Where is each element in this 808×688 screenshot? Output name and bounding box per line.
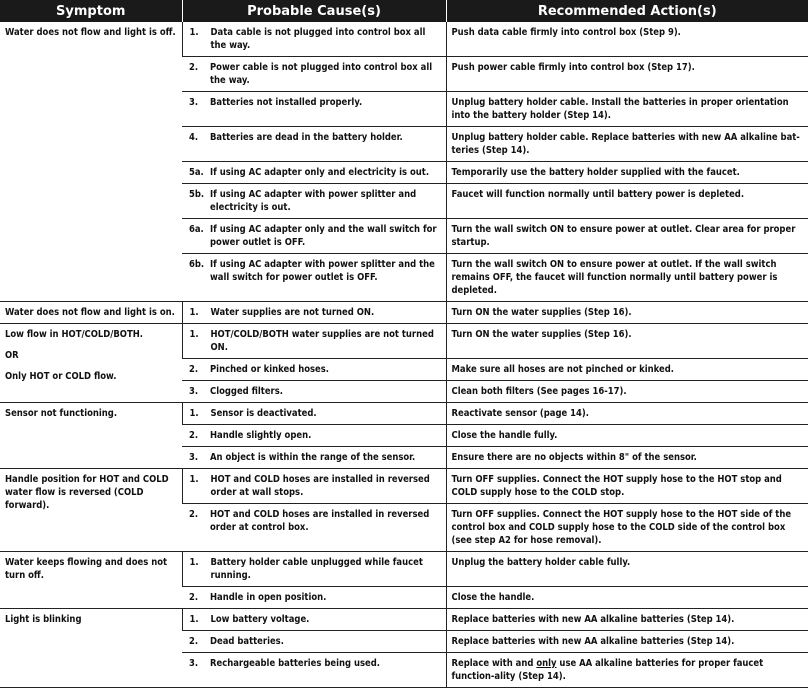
- symptom-cell: [0, 22, 182, 302]
- cause-number: 3.: [189, 658, 199, 669]
- action-text: Make sure all hoses are not pinched or kinked.: [451, 364, 674, 375]
- symptom-cell: [0, 552, 182, 609]
- cause-item: [187, 451, 441, 464]
- action-text: Close the handle fully.: [451, 430, 558, 441]
- cause-number: 5b.: [189, 189, 205, 200]
- cause-text: HOT/COLD/BOTH water supplies are not turned ON.: [210, 329, 434, 353]
- cause-text: Water supplies are not turned ON.: [210, 307, 375, 318]
- cause-cell: [182, 324, 446, 359]
- cause-cell: [182, 469, 446, 504]
- cause-number: 6b.: [189, 259, 205, 270]
- action-cell: [446, 504, 808, 552]
- table-row: [0, 403, 808, 425]
- symptom-text: OR: [5, 350, 19, 361]
- cause-item: [187, 166, 441, 179]
- cause-cell: [182, 162, 446, 184]
- symptom-group: [0, 302, 808, 324]
- symptom-cell: [0, 302, 182, 324]
- symptom-group: [0, 609, 808, 688]
- cause-text: Low battery voltage.: [210, 614, 310, 625]
- cause-text: Sensor is deactivated.: [210, 408, 317, 419]
- action-text: Replace batteries with new AA alkaline batteries (Step 14).: [451, 614, 735, 625]
- symptom-text: Only HOT or COLD flow.: [5, 371, 117, 382]
- cause-number: 1.: [189, 329, 199, 340]
- table-row: [0, 552, 808, 587]
- action-emphasis: only: [536, 658, 557, 669]
- cause-item: [187, 223, 441, 249]
- action-text: Turn the wall switch ON to ensure power at outlet. Clear area for proper startup.: [451, 224, 796, 248]
- action-cell: [446, 587, 808, 609]
- action-cell: [446, 425, 808, 447]
- action-cell: [446, 653, 808, 688]
- cause-cell: [182, 359, 446, 381]
- cause-item: [187, 61, 441, 87]
- cause-item: [188, 407, 441, 420]
- cause-cell: [182, 254, 446, 302]
- symptom-text: Sensor not functioning.: [5, 408, 118, 419]
- symptom-group: [0, 403, 808, 469]
- header-recommended-action: Recommended Action(s): [446, 0, 808, 22]
- cause-text: Batteries are dead in the battery holder.: [210, 132, 403, 143]
- action-text: Close the handle.: [451, 592, 535, 603]
- cause-text: If using AC adapter with power splitter and the wall switch for power outlet is OFF.: [210, 259, 435, 283]
- action-text: Replace batteries with new AA alkaline batteries (Step 14).: [451, 636, 735, 647]
- symptom-cell: [0, 469, 182, 552]
- cause-number: 2.: [189, 592, 199, 603]
- action-text: Unplug battery holder cable. Replace batteries with new AA alkaline bat-teries (Step 14).: [451, 132, 800, 156]
- action-text: Push power cable firmly into control box (Step 17).: [451, 62, 695, 73]
- cause-number: 3.: [189, 452, 199, 463]
- cause-number: 1.: [189, 307, 199, 318]
- cause-number: 1.: [189, 614, 199, 625]
- cause-item: [187, 96, 441, 109]
- action-cell: [446, 631, 808, 653]
- action-cell: [446, 381, 808, 403]
- action-text: Turn OFF supplies. Connect the HOT supply hose to the HOT side of the control box and COLD supply hose to the COLD side of the control box (see step A2 for hose removal).: [451, 509, 792, 546]
- cause-number: 2.: [189, 430, 199, 441]
- cause-item: [187, 429, 441, 442]
- line-gap: [5, 362, 177, 370]
- cause-cell: [182, 302, 446, 324]
- symptom-text: Low flow in HOT/COLD/BOTH.: [5, 329, 143, 340]
- symptom-group: [0, 469, 808, 552]
- cause-cell: [182, 552, 446, 587]
- cause-item: [188, 473, 441, 499]
- cause-number: 3.: [189, 386, 199, 397]
- action-text: Clean both filters (See pages 16-17).: [451, 386, 627, 397]
- symptom-cell: [0, 403, 182, 469]
- symptom-group: [0, 22, 808, 302]
- symptom-group: [0, 324, 808, 403]
- cause-item: [188, 328, 441, 354]
- cause-text: Rechargeable batteries being used.: [210, 658, 380, 669]
- cause-text: If using AC adapter only and electricity is out.: [210, 167, 430, 178]
- cause-cell: [182, 653, 446, 688]
- action-cell: [446, 469, 808, 504]
- cause-item: [187, 188, 441, 214]
- table-row: [0, 609, 808, 631]
- cause-number: 1.: [189, 27, 199, 38]
- action-cell: [446, 359, 808, 381]
- cause-text: HOT and COLD hoses are installed in reversed order at wall stops.: [210, 474, 430, 498]
- cause-cell: [182, 381, 446, 403]
- cause-cell: [182, 57, 446, 92]
- cause-item: [188, 26, 441, 52]
- cause-cell: [182, 92, 446, 127]
- cause-item: [187, 508, 441, 534]
- cause-item: [188, 613, 441, 626]
- table-row: [0, 302, 808, 324]
- cause-number: 6a.: [189, 224, 204, 235]
- cause-number: 1.: [189, 474, 199, 485]
- cause-cell: [182, 22, 446, 57]
- cause-cell: [182, 587, 446, 609]
- cause-cell: [182, 425, 446, 447]
- action-cell: [446, 57, 808, 92]
- cause-cell: [182, 447, 446, 469]
- cause-item: [187, 657, 441, 670]
- cause-number: 2.: [189, 364, 199, 375]
- action-cell: [446, 127, 808, 162]
- cause-text: HOT and COLD hoses are installed in reversed order at control box.: [210, 509, 430, 533]
- action-text: Unplug the battery holder cable fully.: [451, 557, 631, 568]
- header-symptom: Symptom: [0, 0, 182, 22]
- cause-text: Batteries not installed properly.: [210, 97, 363, 108]
- cause-number: 2.: [189, 636, 199, 647]
- cause-number: 5a.: [189, 167, 204, 178]
- cause-text: Pinched or kinked hoses.: [210, 364, 329, 375]
- symptom-group: [0, 552, 808, 609]
- cause-cell: [182, 184, 446, 219]
- cause-cell: [182, 609, 446, 631]
- cause-text: Dead batteries.: [210, 636, 284, 647]
- symptom-text: Light is blinking: [5, 614, 82, 625]
- action-cell: [446, 184, 808, 219]
- action-text: Turn ON the water supplies (Step 16).: [451, 307, 632, 318]
- action-cell: [446, 302, 808, 324]
- action-text: Turn OFF supplies. Connect the HOT supply hose to the HOT stop and COLD supply hose to the COLD stop.: [451, 474, 782, 498]
- cause-number: 1.: [189, 557, 199, 568]
- cause-item: [187, 131, 441, 144]
- table-header: [0, 0, 808, 22]
- cause-number: 3.: [189, 97, 199, 108]
- cause-item: [187, 363, 441, 376]
- action-text: Turn ON the water supplies (Step 16).: [451, 329, 632, 340]
- cause-text: Data cable is not plugged into control box all the way.: [210, 27, 426, 51]
- cause-number: 1.: [189, 408, 199, 419]
- action-cell: [446, 447, 808, 469]
- cause-text: Clogged filters.: [210, 386, 283, 397]
- symptom-text: Handle position for HOT and COLD water flow is reversed (COLD forward).: [5, 474, 169, 511]
- action-cell: [446, 324, 808, 359]
- cause-cell: [182, 127, 446, 162]
- symptom-text: Water does not flow and light is on.: [5, 307, 175, 318]
- line-gap: [5, 341, 177, 349]
- cause-number: 2.: [189, 509, 199, 520]
- cause-item: [187, 385, 441, 398]
- cause-cell: [182, 504, 446, 552]
- cause-text: Handle slightly open.: [210, 430, 312, 441]
- cause-item: [187, 635, 441, 648]
- action-cell: [446, 92, 808, 127]
- table-row: [0, 469, 808, 504]
- action-text: Unplug battery holder cable. Install the batteries in proper orientation into the battery holder (Step 14).: [451, 97, 789, 121]
- action-text: Temporarily use the battery holder supplied with the faucet.: [451, 167, 740, 178]
- cause-text: An object is within the range of the sensor.: [210, 452, 416, 463]
- symptom-cell: [0, 609, 182, 688]
- action-cell: [446, 552, 808, 587]
- action-cell: [446, 22, 808, 57]
- action-text: Turn the wall switch ON to ensure power at outlet. If the wall switch remains OFF, the faucet will function normally until battery power is depleted.: [451, 259, 778, 296]
- action-cell: [446, 609, 808, 631]
- cause-text: If using AC adapter only and the wall switch for power outlet is OFF.: [210, 224, 437, 248]
- action-text-continued: use AA alkaline batteries for proper faucet function-ality (Step 14).: [451, 658, 764, 682]
- cause-cell: [182, 631, 446, 653]
- cause-item: [187, 258, 441, 284]
- header-probable-cause: Probable Cause(s): [182, 0, 446, 22]
- action-cell: [446, 254, 808, 302]
- cause-cell: [182, 219, 446, 254]
- symptom-text: Water keeps flowing and does not turn off.: [5, 557, 168, 581]
- cause-text: Battery holder cable unplugged while faucet running.: [210, 557, 423, 581]
- table-row: [0, 324, 808, 359]
- cause-number: 2.: [189, 62, 199, 73]
- symptom-text: Water does not flow and light is off.: [5, 27, 176, 38]
- table-row: [0, 22, 808, 57]
- cause-item: [187, 591, 441, 604]
- cause-text: Power cable is not plugged into control box all the way.: [210, 62, 433, 86]
- action-cell: [446, 403, 808, 425]
- action-text: Ensure there are no objects within 8" of the sensor.: [451, 452, 697, 463]
- cause-number: 4.: [189, 132, 199, 143]
- action-text: Push data cable firmly into control box (Step 9).: [451, 27, 681, 38]
- action-text: Faucet will function normally until battery power is depleted.: [451, 189, 745, 200]
- cause-cell: [182, 403, 446, 425]
- action-cell: [446, 162, 808, 184]
- action-text: Replace with and: [451, 658, 537, 669]
- action-cell: [446, 219, 808, 254]
- action-text: Reactivate sensor (page 14).: [451, 408, 589, 419]
- cause-item: [188, 556, 441, 582]
- cause-text: If using AC adapter with power splitter and electricity is out.: [210, 189, 417, 213]
- cause-item: [188, 306, 441, 319]
- cause-text: Handle in open position.: [210, 592, 327, 603]
- symptom-cell: [0, 324, 182, 403]
